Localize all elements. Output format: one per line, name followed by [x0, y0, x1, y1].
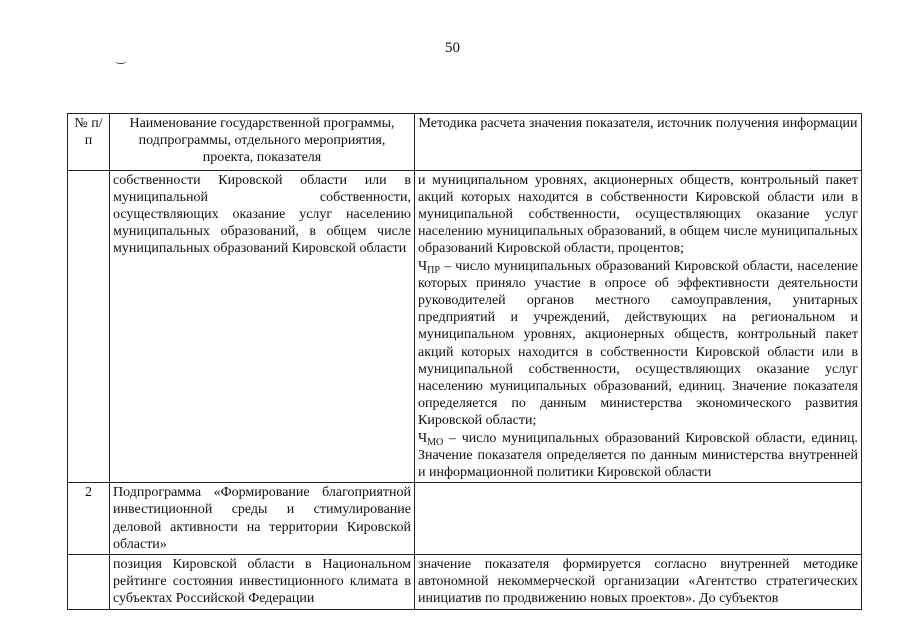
row-number — [68, 170, 110, 483]
header-number: № п/п — [68, 114, 110, 171]
row-method: значение показателя формируется согласно внутренней методике автономной некоммерческой организации «Агентство стратегических инициатив по продвижению новых проектов». До субъектов — [415, 555, 862, 610]
header-name: Наименование государственной программы, подпрограммы, отдельного мероприятия, проекта, показателя — [110, 114, 415, 171]
table-row — [68, 555, 862, 610]
formula-symbol: Ч — [418, 430, 428, 446]
formula-symbol: Ч — [418, 258, 428, 274]
table-header-row — [68, 114, 862, 171]
corner-mark: ‿ — [116, 50, 126, 64]
row-method — [415, 170, 862, 483]
header-method: Методика расчета значения показателя, источник получения информации — [415, 114, 862, 171]
row-name: Подпрограмма «Формирование благоприятной инвестиционной среды и стимулирование деловой активности на территории Кировской области» — [110, 483, 415, 555]
table-row — [68, 170, 862, 483]
method-text: – число муниципальных образований Кировской области, население которых приняло участие в опросе об эффективности деятельности руководителей органов местного самоуправления, унитарных предприятий и учреждений, действующих на региональном и муниципальном уровнях, акционерных обществ, контрольный пакет акций которых находится в собственности Кировской области или в муниципальной собственности, осуществляющих оказание услуг населению муниципальных образований, единиц. Значение показателя определяется по данным министерства экономического развития Кировской области; — [418, 258, 858, 429]
formula-subscript: ПР — [427, 264, 440, 276]
row-method — [415, 483, 862, 555]
method-paragraph — [418, 430, 858, 482]
method-text: – число муниципальных образований Кировской области, единиц. Значение показателя определяется по данным министерства внутренней и информационной политики Кировской области — [418, 430, 858, 481]
method-paragraph — [418, 258, 858, 430]
page-number: 50 — [445, 40, 460, 56]
formula-subscript: МО — [427, 436, 444, 448]
table-row — [68, 483, 862, 555]
method-paragraph: и муниципальном уровнях, акционерных обществ, контрольный пакет акций которых находится в собственности Кировской области или в муниципальной собственности, осуществляющих оказание услуг населению муниципальных образований, в общем числе муниципальных образований Кировской области, процентов; — [418, 172, 858, 257]
row-number: 2 — [68, 483, 110, 555]
row-name: позиция Кировской области в Национальном рейтинге состояния инвестиционного климата в субъектах Российской Федерации — [110, 555, 415, 610]
row-name: собственности Кировской области или в муниципальной собственности, осуществляющих оказание услуг населению муниципальных образований, в общем числе муниципальных образований Кировской области — [110, 170, 415, 483]
row-number — [68, 555, 110, 610]
methodology-table — [67, 113, 862, 610]
